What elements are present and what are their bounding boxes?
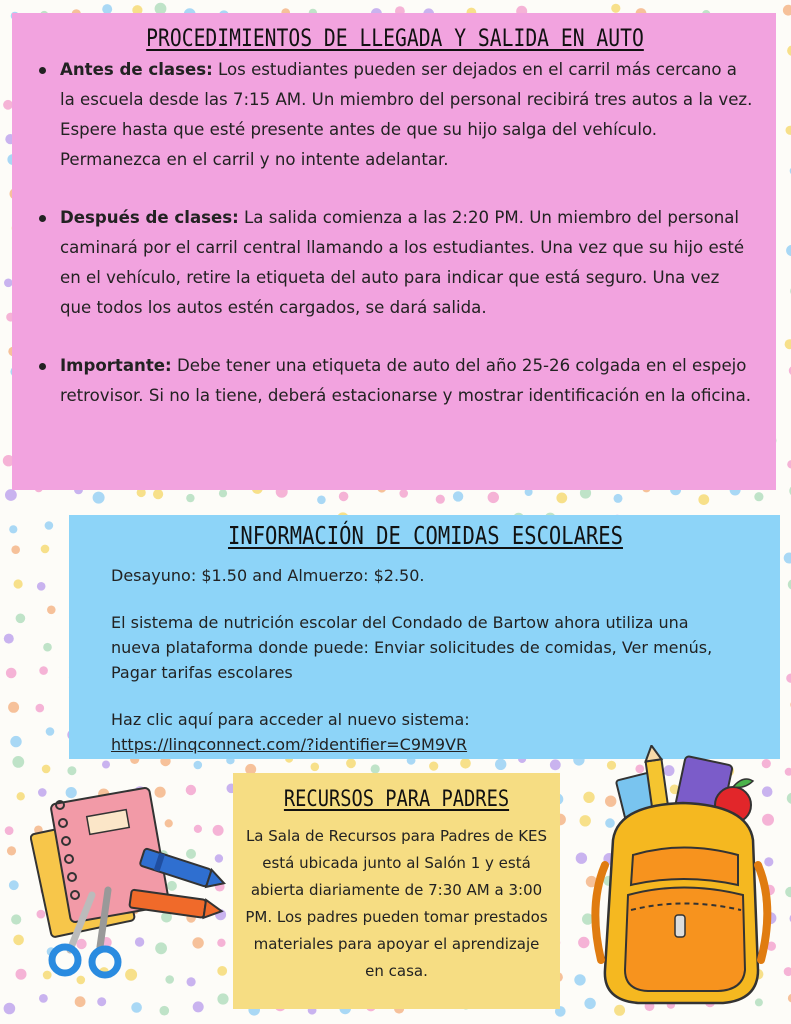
polka-dot [17,792,25,800]
polka-dot [5,489,17,501]
polka-dot [429,762,438,771]
polka-dot [785,339,791,349]
polka-dot [556,493,567,504]
polka-dot [102,761,110,769]
polka-dot [217,993,228,1004]
polka-dot [12,756,24,768]
polka-dot [11,545,20,554]
polka-dot [783,5,791,16]
polka-dot [550,759,561,770]
polka-dot [611,4,620,13]
polka-dot [399,489,408,498]
before-school-item [36,55,754,175]
polka-dot [45,521,54,530]
polka-dot [436,495,445,504]
orange-crayon-icon [129,890,223,921]
backpack-icon [595,803,767,1003]
polka-dot [787,460,791,468]
polka-dot [339,492,349,502]
school-meals-section [69,515,780,759]
polka-dot [193,1001,204,1012]
polka-dot [36,704,45,713]
polka-dot [160,1006,170,1016]
polka-dot [786,674,791,683]
polka-dot [311,763,320,772]
polka-dot [754,492,763,501]
meal-link-intro: Haz clic aquí para acceder al nuevo sistema: [111,710,470,729]
polka-dot [784,967,791,976]
polka-dot [787,793,791,805]
important-label: Importante: [60,356,172,375]
polka-dot [9,880,19,890]
polka-dot [784,553,791,564]
polka-dot [785,768,791,776]
school-meals-title: INFORMACIÓN DE COMIDAS ESCOLARES [228,521,623,550]
polka-dot [10,736,21,747]
arrival-dismissal-title: PROCEDIMIENTOS DE LLEGADA Y SALIDA EN AUTO [146,24,644,52]
polka-dot [4,634,14,644]
polka-dot [37,582,46,591]
polka-dot [43,643,52,652]
polka-dot [42,765,51,774]
arrival-procedures-list [36,55,754,411]
important-item [36,351,754,411]
polka-dot [6,668,17,679]
after-school-text: La salida comienza a las 2:20 PM. Un miembro del personal caminará por el carril central llamando a los estudiantes. Una vez que su hijo esté en el vehículo, retire la etiqueta del auto para indicar que está seguro. Una vez que todos los autos estén cargados, se dará salida. [60,208,745,317]
polka-dot [786,245,791,256]
polka-dot [97,997,106,1006]
polka-dot [7,846,16,855]
meal-system-description: El sistema de nutrición escolar del Condado de Bartow ahora utiliza una nueva plataforma donde puede: Enviar solicitudes de comidas, Ver menús, Pagar tarifas escolares [111,613,713,682]
polka-dot [11,914,21,924]
parent-resources-text: La Sala de Recursos para Padres de KES está ubicada junto al Salón 1 y está abierta diariamente de 7:30 AM a 3:00 PM. Los padres pueden tomar prestados materiales para apoyar el aprendizaje en casa. [245,827,548,980]
polka-dot [9,525,17,533]
polka-dot [495,759,506,770]
polka-dot [75,996,86,1007]
polka-dot [453,491,463,501]
important-text: Debe tener una etiqueta de auto del año 25-26 colgada en el espejo retrovisor. Si no la tiene, deberá estacionarse y mostrar identificación en la oficina. [60,356,752,405]
polka-dot [16,969,27,980]
parent-resources-section [233,773,560,1009]
polka-dot [460,758,471,769]
linqconnect-link[interactable]: https://linqconnect.com/?identifier=C9M9VR [111,735,468,754]
polka-dot [39,994,48,1003]
polka-dot [219,489,227,497]
polka-dot [787,46,791,56]
polka-dot [194,761,203,770]
polka-dot [153,489,163,499]
polka-dot [41,545,50,554]
backpack-illustration [583,745,778,1010]
after-school-label: Después de clases: [60,208,239,227]
polka-dot [5,826,14,835]
polka-dot [614,494,623,503]
school-supplies-illustration [30,775,230,985]
polka-dot [346,758,356,768]
arrival-dismissal-section [12,13,776,490]
polka-dot [8,702,19,713]
polka-dot [786,126,791,135]
polka-dot [785,887,791,897]
meal-prices: Desayuno: $1.50 and Almuerzo: $2.50. [111,566,425,585]
before-school-text: Los estudiantes pueden ser dejados en el carril más cercano a la escuela desde las 7:15 AM. Un miembro del personal recibirá tres autos a la vez. Espere hasta que esté presente antes de que su hijo salga del vehículo. Permanezca en el carril y no intente adelantar. [60,60,753,169]
parent-resources-title: RECURSOS PARA PADRES [283,787,510,812]
polka-dot [488,492,499,503]
before-school-label: Antes de clases: [60,60,213,79]
polka-dot [16,614,26,624]
polka-dot [47,606,56,615]
polka-dot [13,935,24,946]
polka-dot [67,766,76,775]
polka-dot [93,492,105,504]
polka-dot [131,1002,142,1013]
after-school-item [36,203,754,323]
polka-dot [317,496,326,505]
polka-dot [46,727,55,736]
polka-dot [698,494,709,505]
polka-dot [186,494,194,502]
polka-dot [14,579,23,588]
polka-dot [39,666,48,675]
polka-dot [4,1003,16,1015]
